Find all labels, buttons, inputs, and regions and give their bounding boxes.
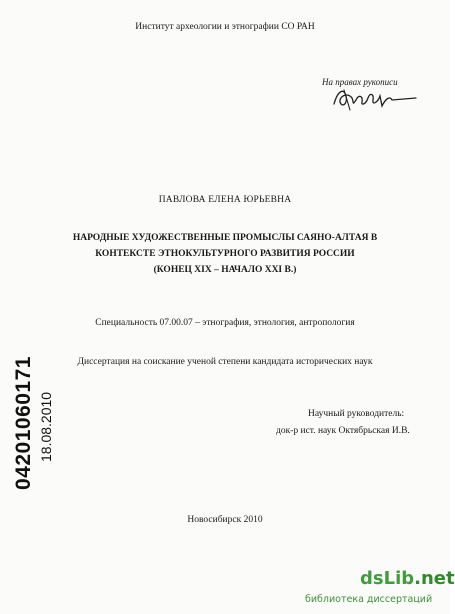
library-stamp-date: 18.08.2010 [38,391,54,462]
watermark-logo-part1: dsLib [360,568,415,589]
city-year: Новосибирск 2010 [187,515,263,525]
supervisor-label: Научный руководитель: [308,409,405,419]
dissertation-degree-line: Диссертация на соискание ученой степени кандидата исторических наук [77,357,373,367]
watermark-subtitle: библиотека диссертаций [305,594,433,605]
watermark-logo-part2: .net [414,568,455,589]
thesis-title-line-2: КОНТЕКСТЕ ЭТНОКУЛЬТУРНОГО РАЗВИТИЯ РОССИИ [95,249,355,259]
thesis-title-line-3: (КОНЕЦ XIX – НАЧАЛО XXI В.) [153,265,297,275]
rights-note: На правах рукописи [322,77,398,87]
library-stamp-code: 04201060171 [12,356,35,490]
supervisor-name: док-р ист. наук Октябрьская И.В. [276,426,410,436]
thesis-title-line-1: НАРОДНЫЕ ХУДОЖЕСТВЕННЫЕ ПРОМЫСЛЫ САЯНО-АЛТАЯ В [72,233,378,243]
institute-name: Институт археологии и этнографии СО РАН [135,22,315,32]
handwritten-signature [330,84,420,114]
specialty-line: Специальность 07.00.07 – этнография, этнология, антропология [95,318,355,328]
author-name: ПАВЛОВА ЕЛЕНА ЮРЬЕВНА [158,195,292,205]
dslib-watermark-logo [360,568,455,589]
